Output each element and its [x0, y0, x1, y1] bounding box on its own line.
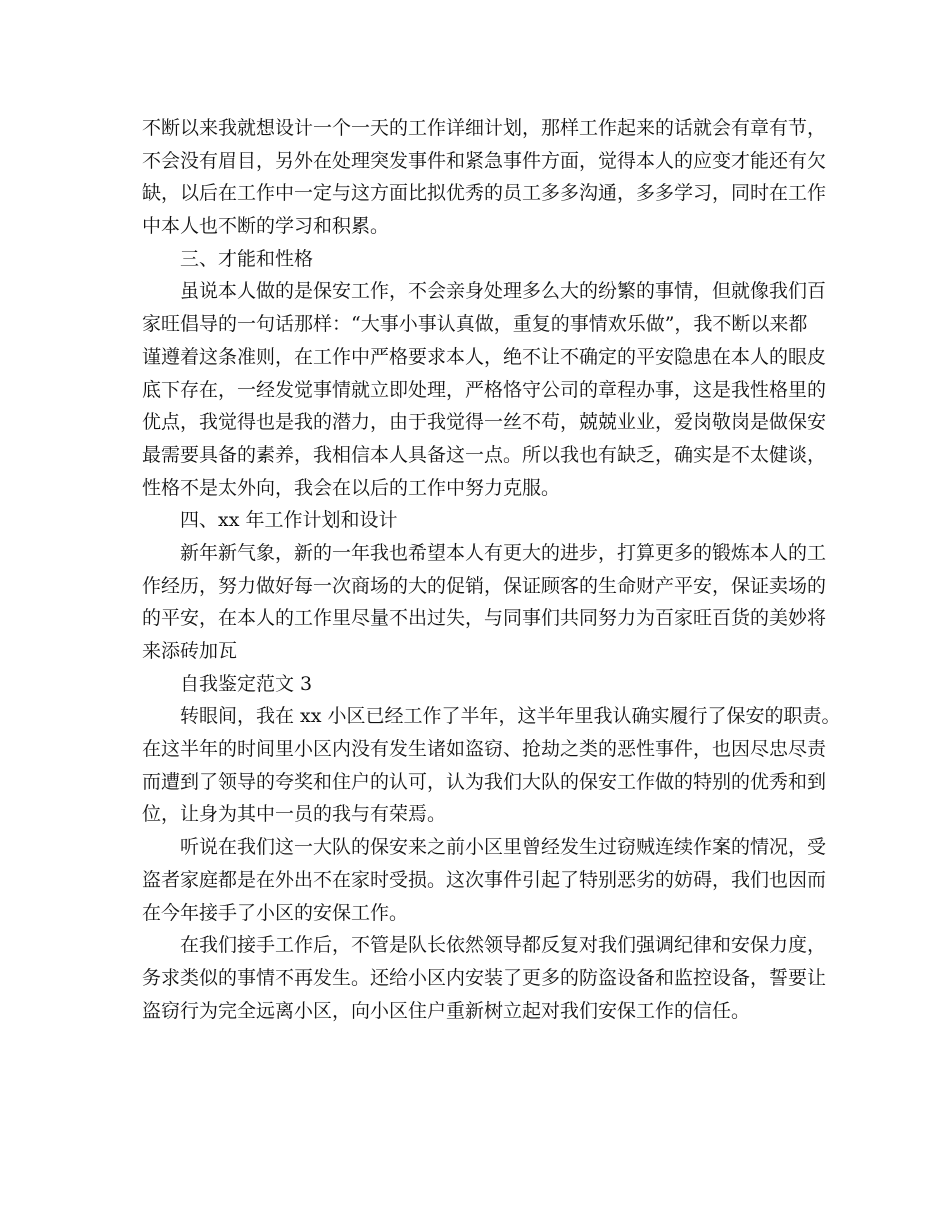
text-line: 位，让身为其中一员的我与有荣焉。: [142, 803, 447, 826]
text-line: 谨遵着这条准则，在工作中严格要求本人，绝不让不确定的平安隐患在本人的眼皮: [142, 345, 827, 368]
text-line: 不会没有眉目，另外在处理突发事件和紧急事件方面，觉得本人的应变才能还有欠: [142, 149, 827, 172]
text-line: 底下存在，一经发觉事情就立即处理，严格恪守公司的章程办事，这是我性格里的: [142, 378, 827, 401]
text-line: 家旺倡导的一句话那样：“大事小事认真做，重复的事情欢乐做”，我不断以来都: [142, 313, 808, 336]
text-line: 作经历，努力做好每一次商场的大的促销，保证顾客的生命财产平安，保证卖场的: [142, 574, 827, 597]
text-line: 缺，以后在工作中一定与这方面比拟优秀的员工多多沟通，多多学习，同时在工作: [142, 182, 827, 205]
text-line: 在我们接手工作后，不管是队长依然领导都反复对我们强调纪律和安保力度，: [180, 934, 827, 957]
text-line: 的平安，在本人的工作里尽量不出过失，与同事们共同努力为百家旺百货的美妙将: [142, 607, 827, 630]
text-line: 而遭到了领导的夸奖和住户的认可，认为我们大队的保安工作做的特别的优秀和到: [142, 770, 827, 793]
text-line: 在这半年的时间里小区内没有发生诸如盗窃、抢劫之类的恶性事件，也因尽忠尽责: [142, 738, 827, 761]
text-line: 性格不是太外向，我会在以后的工作中努力克服。: [142, 476, 561, 499]
text-line: 最需要具备的素养，我相信本人具备这一点。所以我也有缺乏，确实是不太健谈，: [142, 443, 827, 466]
text-line: 三、才能和性格: [180, 247, 314, 270]
text-line: 四、xx 年工作计划和设计: [180, 509, 398, 532]
text-line: 不断以来我就想设计一个一天的工作详细计划，那样工作起来的话就会有章有节，: [142, 117, 827, 139]
text-line: 转眼间，我在 xx 小区已经工作了半年，这半年里我认确实履行了保安的职责。: [180, 705, 841, 728]
text-line: 务求类似的事情不再发生。还给小区内安装了更多的防盗设备和监控设备，誓要让: [142, 966, 827, 989]
text-line: 在今年接手了小区的安保工作。: [142, 901, 409, 924]
text-line: 盗者家庭都是在外出不在家时受损。这次事件引起了特别恶劣的妨碍，我们也因而: [142, 868, 827, 891]
text-line: 优点，我觉得也是我的潜力，由于我觉得一丝不苟，兢兢业业，爱岗敬岗是做保安: [142, 411, 827, 434]
document-body: [142, 112, 841, 1027]
text-line: 盗窃行为完全远离小区，向小区住户重新树立起对我们安保工作的信任。: [142, 999, 751, 1022]
text-line: 新年新气象，新的一年我也希望本人有更大的进步，打算更多的锻炼本人的工: [180, 541, 827, 564]
text-line: 虽说本人做的是保安工作，不会亲身处理多么大的纷繁的事情，但就像我们百: [180, 280, 827, 303]
text-line: 中本人也不断的学习和积累。: [142, 215, 390, 238]
text-line: 听说在我们这一大队的保安来之前小区里曾经发生过窃贼连续作案的情况，受: [180, 836, 827, 859]
text-line: 自我鉴定范文 3: [180, 672, 313, 695]
text-line: 来添砖加瓦: [142, 640, 238, 662]
